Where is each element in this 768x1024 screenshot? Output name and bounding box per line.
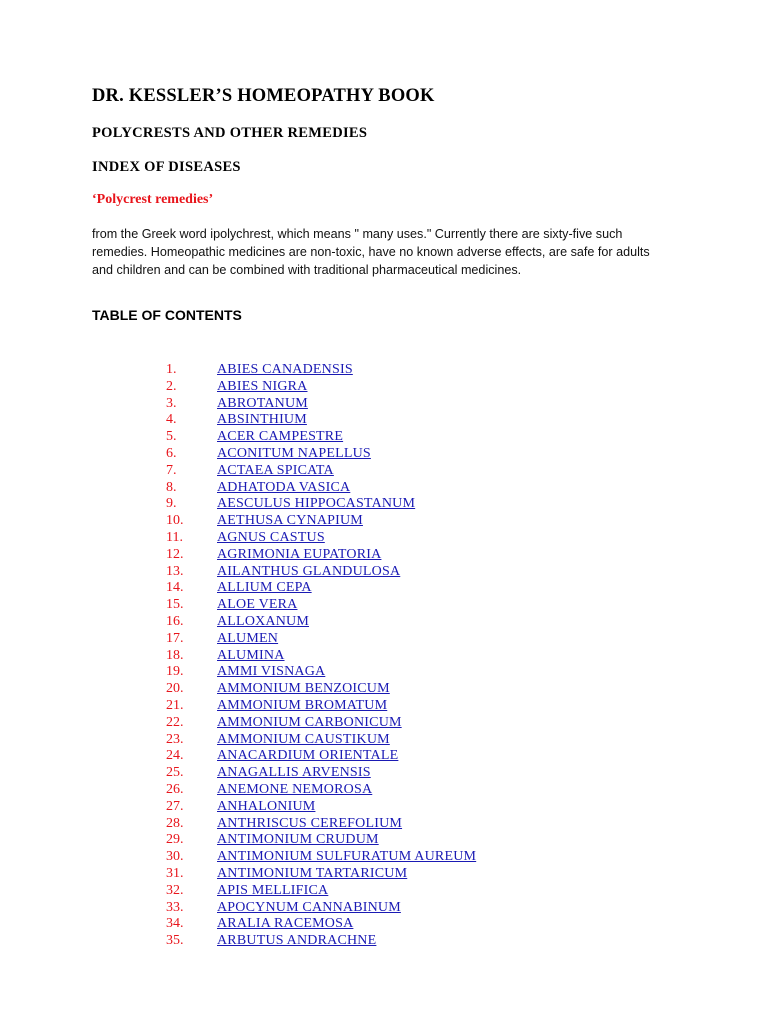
toc-entry bbox=[0, 496, 768, 513]
toc-entry-link[interactable]: AMMONIUM CARBONICUM bbox=[217, 714, 402, 730]
toc-entry-link[interactable]: ALLOXANUM bbox=[217, 613, 310, 629]
toc-entry bbox=[0, 580, 768, 597]
toc-entry-number: 4. bbox=[166, 412, 177, 428]
toc-entry-link[interactable]: APOCYNUM CANNABINUM bbox=[217, 899, 401, 915]
toc-entry-number: 10. bbox=[166, 513, 184, 529]
toc-entry bbox=[0, 429, 768, 446]
polycrest-remedies-heading: ‘Polycrest remedies’ bbox=[92, 192, 214, 207]
toc-entry-number: 12. bbox=[166, 546, 184, 562]
toc-entry-link[interactable]: AMMONIUM CAUSTIKUM bbox=[217, 731, 390, 747]
page-title: DR. KESSLER’S HOMEOPATHY BOOK bbox=[92, 86, 435, 106]
toc-entry-link[interactable]: ALUMINA bbox=[217, 647, 285, 663]
toc-entry-number: 27. bbox=[166, 798, 184, 814]
toc-entry-link[interactable]: ABROTANUM bbox=[217, 395, 308, 411]
toc-entry-number: 19. bbox=[166, 664, 184, 680]
toc-entry-number: 23. bbox=[166, 731, 184, 747]
toc-entry-link[interactable]: AGNUS CASTUS bbox=[217, 529, 325, 545]
toc-entry-link[interactable]: APIS MELLIFICA bbox=[217, 882, 329, 898]
toc-entry bbox=[0, 816, 768, 833]
toc-entry-link[interactable]: AETHUSA CYNAPIUM bbox=[217, 513, 363, 529]
toc-entry-number: 17. bbox=[166, 630, 184, 646]
toc-entry bbox=[0, 463, 768, 480]
toc-entry-link[interactable]: ANTIMONIUM TARTARICUM bbox=[217, 865, 408, 881]
toc-entry bbox=[0, 564, 768, 581]
toc-entry-link[interactable]: ABIES NIGRA bbox=[217, 378, 308, 394]
toc-entry-link[interactable]: ALUMEN bbox=[217, 630, 279, 646]
toc-entry bbox=[0, 799, 768, 816]
toc-entry-number: 34. bbox=[166, 916, 184, 932]
toc-entry bbox=[0, 715, 768, 732]
toc-entry-number: 32. bbox=[166, 882, 184, 898]
toc-entry bbox=[0, 933, 768, 950]
toc-entry-link[interactable]: ACTAEA SPICATA bbox=[217, 462, 334, 478]
toc-entry-number: 11. bbox=[166, 529, 183, 545]
toc-entry-number: 16. bbox=[166, 613, 184, 629]
toc-entry-link[interactable]: ANTIMONIUM CRUDUM bbox=[217, 832, 379, 848]
subtitle-polycrests: POLYCRESTS AND OTHER REMEDIES bbox=[92, 125, 368, 141]
toc-entry-link[interactable]: ARBUTUS ANDRACHNE bbox=[217, 933, 377, 949]
toc-entry bbox=[0, 379, 768, 396]
toc-entry-number: 24. bbox=[166, 748, 184, 764]
subtitle-index-of-diseases: INDEX OF DISEASES bbox=[92, 159, 241, 175]
toc-entry bbox=[0, 698, 768, 715]
toc-entry-link[interactable]: ACONITUM NAPELLUS bbox=[217, 445, 371, 461]
toc-entry-number: 3. bbox=[166, 395, 177, 411]
toc-entry bbox=[0, 866, 768, 883]
toc-entry-link[interactable]: ANTHRISCUS CEREFOLIUM bbox=[217, 815, 403, 831]
toc-entry-link[interactable]: ANAGALLIS ARVENSIS bbox=[217, 765, 371, 781]
toc-entry-link[interactable]: ABSINTHIUM bbox=[217, 412, 307, 428]
toc-entry bbox=[0, 396, 768, 413]
toc-entry bbox=[0, 547, 768, 564]
toc-entry bbox=[0, 782, 768, 799]
toc-entry bbox=[0, 832, 768, 849]
toc-entry-link[interactable]: AILANTHUS GLANDULOSA bbox=[217, 563, 401, 579]
toc-entry bbox=[0, 412, 768, 429]
toc-entry-number: 15. bbox=[166, 597, 184, 613]
toc-entry bbox=[0, 916, 768, 933]
toc-entry-link[interactable]: ADHATODA VASICA bbox=[217, 479, 351, 495]
toc-entry-number: 2. bbox=[166, 378, 177, 394]
toc-entry-number: 29. bbox=[166, 832, 184, 848]
toc-entry bbox=[0, 480, 768, 497]
toc-entry bbox=[0, 446, 768, 463]
toc-entry-number: 28. bbox=[166, 815, 184, 831]
toc-entry bbox=[0, 681, 768, 698]
toc-entry-number: 5. bbox=[166, 429, 177, 445]
toc-entry-number: 14. bbox=[166, 580, 184, 596]
toc-entry-number: 1. bbox=[166, 362, 177, 377]
toc-entry-link[interactable]: ARALIA RACEMOSA bbox=[217, 916, 354, 932]
intro-paragraph: from the Greek word ipolychrest, which means " many uses." Currently there are sixty-five such remedies. Homeopathic medicines are non-toxic, have no known adverse effects, are safe for adults and children and can be combined with traditional pharmaceutical medicines. bbox=[92, 227, 650, 277]
toc-entry bbox=[0, 631, 768, 648]
toc-entry-number: 13. bbox=[166, 563, 184, 579]
toc-entry-link[interactable]: ANTIMONIUM SULFURATUM AUREUM bbox=[217, 849, 477, 865]
toc-entry-link[interactable]: ANACARDIUM ORIENTALE bbox=[217, 748, 399, 764]
toc-entry bbox=[0, 748, 768, 765]
toc-entry bbox=[0, 900, 768, 917]
toc-entry bbox=[0, 732, 768, 749]
toc-entry-number: 33. bbox=[166, 899, 184, 915]
toc-entry-number: 7. bbox=[166, 462, 177, 478]
toc-entry bbox=[0, 849, 768, 866]
toc-entry-link[interactable]: AMMI VISNAGA bbox=[217, 664, 326, 680]
toc-entry-link[interactable]: ALLIUM CEPA bbox=[217, 580, 312, 596]
toc-entry bbox=[0, 614, 768, 631]
toc-entry-link[interactable]: AESCULUS HIPPOCASTANUM bbox=[217, 496, 416, 512]
toc-entry-number: 20. bbox=[166, 681, 184, 697]
toc-entry-number: 35. bbox=[166, 933, 184, 949]
toc-entry-number: 31. bbox=[166, 865, 184, 881]
toc-entry-link[interactable]: ANEMONE NEMOROSA bbox=[217, 781, 373, 797]
toc-entry-link[interactable]: ANHALONIUM bbox=[217, 798, 316, 814]
table-of-contents-heading: TABLE OF CONTENTS bbox=[92, 307, 242, 323]
toc-entry bbox=[0, 883, 768, 900]
toc-entry-number: 8. bbox=[166, 479, 177, 495]
toc-entry-link[interactable]: ABIES CANADENSIS bbox=[217, 362, 353, 377]
toc-entry bbox=[0, 664, 768, 681]
toc-entry bbox=[0, 513, 768, 530]
toc-entry-number: 25. bbox=[166, 765, 184, 781]
toc-entry bbox=[0, 648, 768, 665]
toc-entry bbox=[0, 765, 768, 782]
toc-entry bbox=[0, 362, 768, 379]
toc-entry-number: 22. bbox=[166, 714, 184, 730]
toc-entry-number: 6. bbox=[166, 445, 177, 461]
toc-entry-link[interactable]: ALOE VERA bbox=[217, 597, 298, 613]
toc-entry-number: 18. bbox=[166, 647, 184, 663]
toc-entry-number: 30. bbox=[166, 849, 184, 865]
toc-entry bbox=[0, 530, 768, 547]
table-of-contents-list bbox=[0, 362, 768, 950]
toc-entry-number: 26. bbox=[166, 781, 184, 797]
toc-entry-link[interactable]: AMMONIUM BROMATUM bbox=[217, 697, 388, 713]
toc-entry bbox=[0, 597, 768, 614]
toc-entry-link[interactable]: ACER CAMPESTRE bbox=[217, 429, 344, 445]
toc-entry-number: 9. bbox=[166, 496, 177, 512]
toc-entry-link[interactable]: AGRIMONIA EUPATORIA bbox=[217, 546, 382, 562]
toc-entry-link[interactable]: AMMONIUM BENZOICUM bbox=[217, 681, 390, 697]
toc-entry-number: 21. bbox=[166, 697, 184, 713]
